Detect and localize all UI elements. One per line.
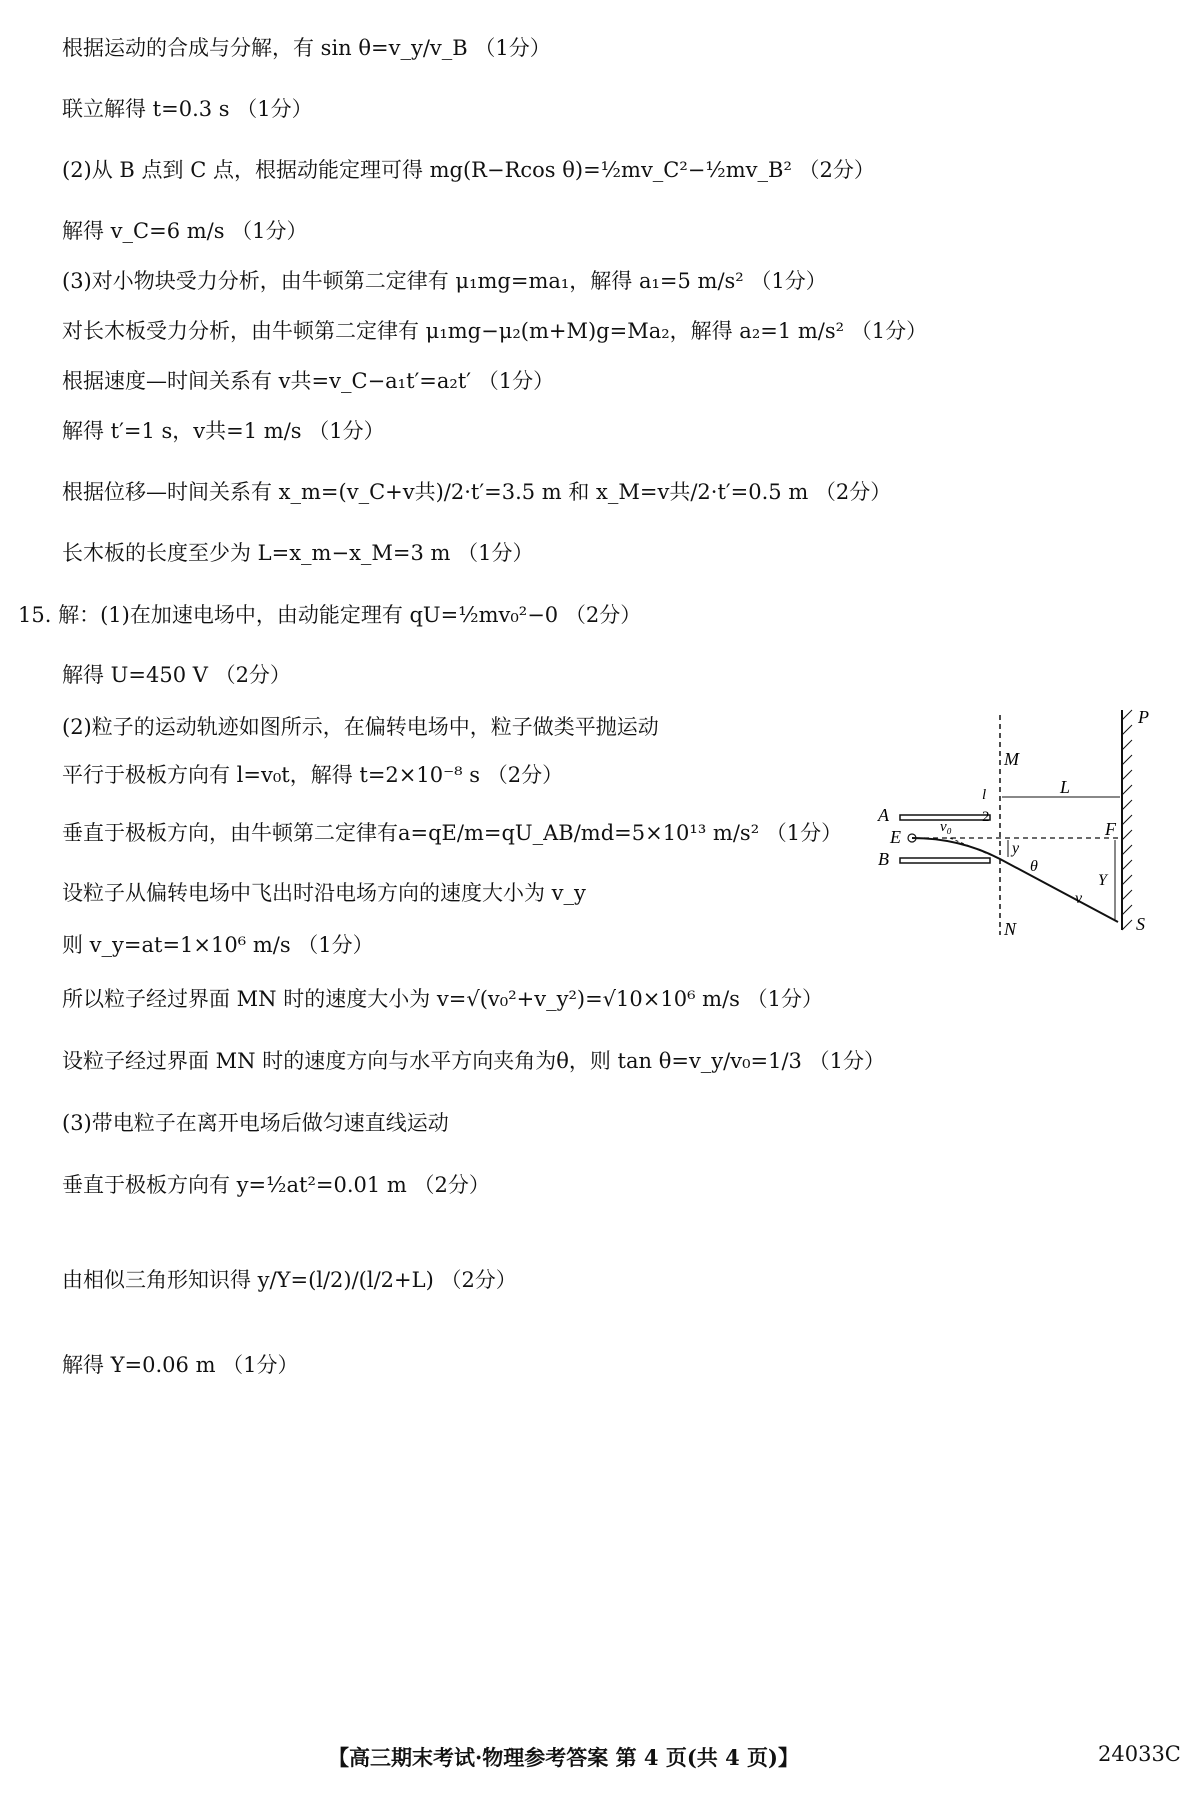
- label-v: v: [1075, 890, 1083, 907]
- solution-line-22: 由相似三角形知识得 y/Y=(l/2)/(l/2+L) （2分）: [62, 1268, 517, 1292]
- label-n: N: [1004, 919, 1017, 939]
- footer-title: 【高三期末考试·物理参考答案 第 4 页(共 4 页)】: [328, 1745, 799, 1770]
- label-v0: v₀: [940, 819, 952, 835]
- deflection-diagram: [860, 707, 1180, 1075]
- label-s: S: [1136, 914, 1145, 934]
- solution-line-5: (3)对小物块受力分析，由牛顿第二定律有 μ₁mg=ma₁，解得 a₁=5 m/s² （1分）: [62, 269, 827, 293]
- footer-code: 24033C: [1098, 1742, 1181, 1766]
- label-two: 2: [982, 809, 990, 825]
- solution-line-7: 根据速度—时间关系有 v共=v_C−a₁t′=a₂t′ （1分）: [62, 369, 555, 393]
- label-b: B: [878, 849, 889, 869]
- label-m: M: [1004, 749, 1019, 769]
- solution-line-6: 对长木板受力分析，由牛顿第二定律有 μ₁mg−μ₂(m+M)g=Ma₂，解得 a₂=1 m/s² （1分）: [62, 319, 928, 343]
- solution-line-14: 平行于极板方向有 l=v₀t，解得 t=2×10⁻⁸ s （2分）: [62, 763, 564, 787]
- problem-15-start: 15. 解：(1)在加速电场中，由动能定理有 qU=½mv₀²−0 （2分）: [18, 603, 642, 627]
- solution-line-3: (2)从 B 点到 C 点，根据动能定理可得 mg(R−Rcos θ)=½mv_C²−½mv_B² （2分）: [62, 158, 875, 182]
- plate-b: [900, 858, 990, 863]
- solution-line-23: 解得 Y=0.06 m （1分）: [62, 1353, 299, 1377]
- label-y-small: y: [1012, 840, 1020, 857]
- solution-line-21: 垂直于极板方向有 y=½at²=0.01 m （2分）: [62, 1173, 490, 1197]
- solution-line-10: 长木板的长度至少为 L=x_m−x_M=3 m （1分）: [62, 541, 534, 565]
- label-l: L: [1060, 777, 1071, 797]
- solution-line-12: 解得 U=450 V （2分）: [62, 663, 291, 687]
- solution-line-19: 设粒子经过界面 MN 时的速度方向与水平方向夹角为θ，则 tan θ=v_y/v₀=1/3 （1分）: [62, 1049, 885, 1073]
- solution-line-15: 垂直于极板方向，由牛顿第二定律有a=qE/m=qU_AB/md=5×10¹³ m/s² （1分）: [62, 821, 843, 845]
- solution-line-18: 所以粒子经过界面 MN 时的速度大小为 v=√(v₀²+v_y²)=√10×10⁶ m/s （1分）: [62, 987, 823, 1011]
- solution-line-17: 则 v_y=at=1×10⁶ m/s （1分）: [62, 933, 374, 957]
- label-y-big: Y: [1098, 872, 1107, 889]
- label-a: A: [878, 805, 889, 825]
- label-f: F: [1105, 819, 1116, 839]
- label-p: P: [1138, 707, 1149, 727]
- label-theta: θ: [1030, 858, 1038, 875]
- solution-line-16: 设粒子从偏转电场中飞出时沿电场方向的速度大小为 v_y: [62, 881, 586, 905]
- solution-line-4: 解得 v_C=6 m/s （1分）: [62, 219, 308, 243]
- solution-line-1: 根据运动的合成与分解，有 sin θ=v_y/v_B （1分）: [62, 36, 551, 60]
- solution-line-8: 解得 t′=1 s，v共=1 m/s （1分）: [62, 419, 385, 443]
- label-l-small: l: [982, 787, 987, 803]
- screen-hatching: [1122, 710, 1132, 930]
- solution-line-9: 根据位移—时间关系有 x_m=(v_C+v共)/2·t′=3.5 m 和 x_M=v共/2·t′=0.5 m （2分）: [62, 480, 892, 504]
- solution-line-20: (3)带电粒子在离开电场后做匀速直线运动: [62, 1111, 449, 1135]
- label-e: E: [890, 827, 901, 847]
- solution-line-2: 联立解得 t=0.3 s （1分）: [62, 97, 313, 121]
- solution-line-13: (2)粒子的运动轨迹如图所示，在偏转电场中，粒子做类平抛运动: [62, 715, 659, 739]
